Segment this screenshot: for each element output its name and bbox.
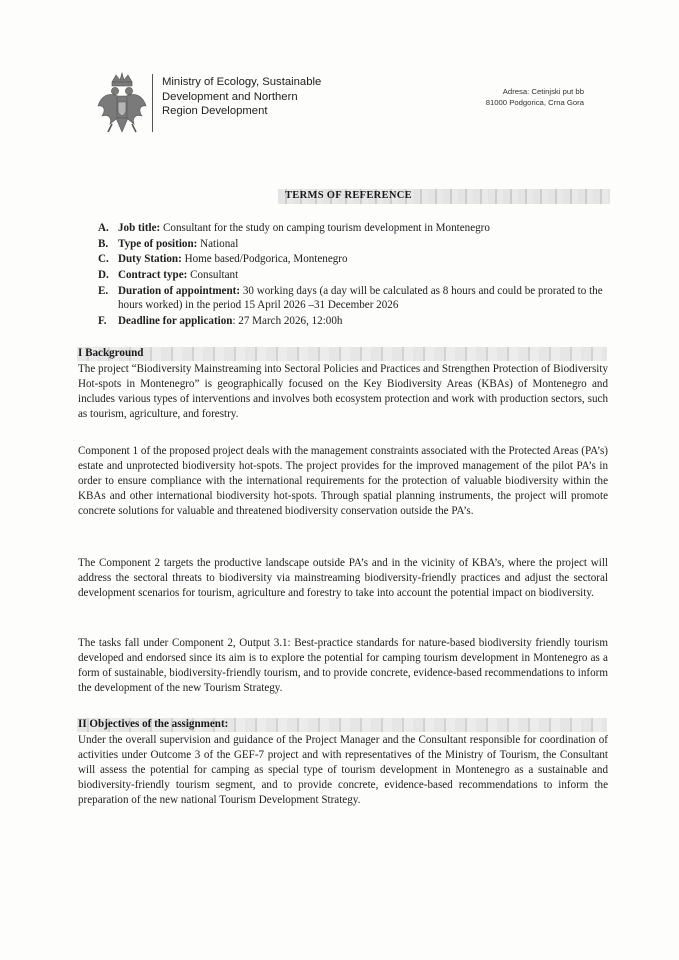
objectives-paragraph: Under the overall supervision and guidance of the Project Manager and the Consultant responsible for coordination of activities under Outcome 3 of the GEF-7 project and with representatives of the Ministry of Tourism, the Consultant will assess the potential for camping as special type of tourism development in Montenegro as a sustainable and biodiversity-friendly tourism segment, and to provide concrete, evidence-based recommendations to inform the preparation of the new national Tourism Development Strategy.: [78, 734, 608, 807]
list-label: Type of position:: [118, 237, 198, 250]
ministry-line: Development and Northern: [162, 90, 298, 103]
background-paragraph: The project “Biodiversity Mainstreaming into Sectoral Policies and Practices and Strengthen Protection of Biodiversity Hot-spots in Montenegro” is geographically focused on the Key Biodiversity Areas (KBAs) of Montenegro and includes various types of interventions and involves both ecosystem protection and work with production sectors, such as tourism, agriculture, and forestry.: [78, 363, 608, 421]
list-label: Duration of appointment:: [118, 284, 241, 297]
background-paragraph: Component 1 of the proposed project deals with the management constraints associated with the Protected Areas (PA’s) estate and unprotected biodiversity hot-spots. The project provides for the improved management of the pilot PA’s in order to ensure compliance with the international requirements for the protection of valuable biodiversity within the KBAs and other international biodiversity hot-spots. Through spatial planning instruments, the project will promote concrete solutions for valuable and threatened biodiversity conservation outside the PA’s.: [78, 445, 608, 518]
montenegro-coat-of-arms-icon: [96, 72, 148, 138]
header-divider: [152, 74, 153, 132]
list-value: 30 working days (a day will be calculated as 8 hours and could be prorated to the hours worked) in the period 15 April 2026 –31 December 2026: [118, 284, 603, 312]
list-item: [98, 284, 618, 313]
address-line: Adresa: Cetinjski put bb: [502, 87, 584, 96]
address-block: [486, 86, 584, 108]
list-letter: A.: [98, 222, 109, 234]
list-value: : 27 March 2026, 12:00h: [232, 314, 343, 327]
list-value: Home based/Podgorica, Montenegro: [181, 253, 348, 266]
list-value: Consultant for the study on camping tourism development in Montenegro: [160, 222, 490, 234]
list-item: [98, 237, 618, 251]
list-item: [98, 221, 618, 235]
list-label: Contract type:: [118, 269, 188, 282]
list-label: Job title:: [118, 222, 161, 234]
background-paragraph: The tasks fall under Component 2, Output 3.1: Best-practice standards for nature-based biodiversity friendly tourism developed and endorsed since its aim is to explore the potential for camping tourism development in Montenegro as a form of sustainable, biodiversity-friendly tourism, and to provide concrete, evidence-based recommendations to inform the development of the new Tourism Strategy.: [78, 637, 608, 695]
background-paragraph: The Component 2 targets the productive landscape outside PA’s and in the vicinity of KBA’s, where the project will address the sectoral threats to biodiversity via mainstreaming biodiversity-friendly practices and adjust the sectoral development scenarios for tourism, agriculture and forestry to take into account the potential impact on biodiversity.: [78, 557, 608, 600]
ministry-line: Ministry of Ecology, Sustainable: [162, 76, 322, 88]
background-heading-highlight: [77, 347, 607, 361]
list-letter: C.: [98, 253, 109, 266]
page-title: TERMS OF REFERENCE: [285, 190, 412, 201]
list-label: Duty Station:: [118, 253, 182, 266]
list-letter: B.: [98, 237, 109, 250]
objectives-heading: II Objectives of the assignment:: [78, 718, 229, 730]
list-label: Deadline for application: [118, 314, 233, 327]
address-line: 81000 Podgorica, Crna Gora: [485, 98, 584, 108]
list-item: [98, 252, 618, 266]
list-item: [98, 314, 618, 328]
list-letter: F.: [98, 314, 107, 327]
ministry-name: [162, 75, 321, 119]
list-value: National: [197, 237, 239, 250]
background-heading: I Background: [78, 347, 144, 359]
list-letter: D.: [98, 269, 109, 282]
list-value: Consultant: [187, 269, 239, 282]
ministry-line: Region Development: [162, 105, 268, 118]
list-letter: E.: [98, 284, 109, 297]
position-details-list: [98, 221, 618, 330]
list-item: [98, 268, 618, 282]
